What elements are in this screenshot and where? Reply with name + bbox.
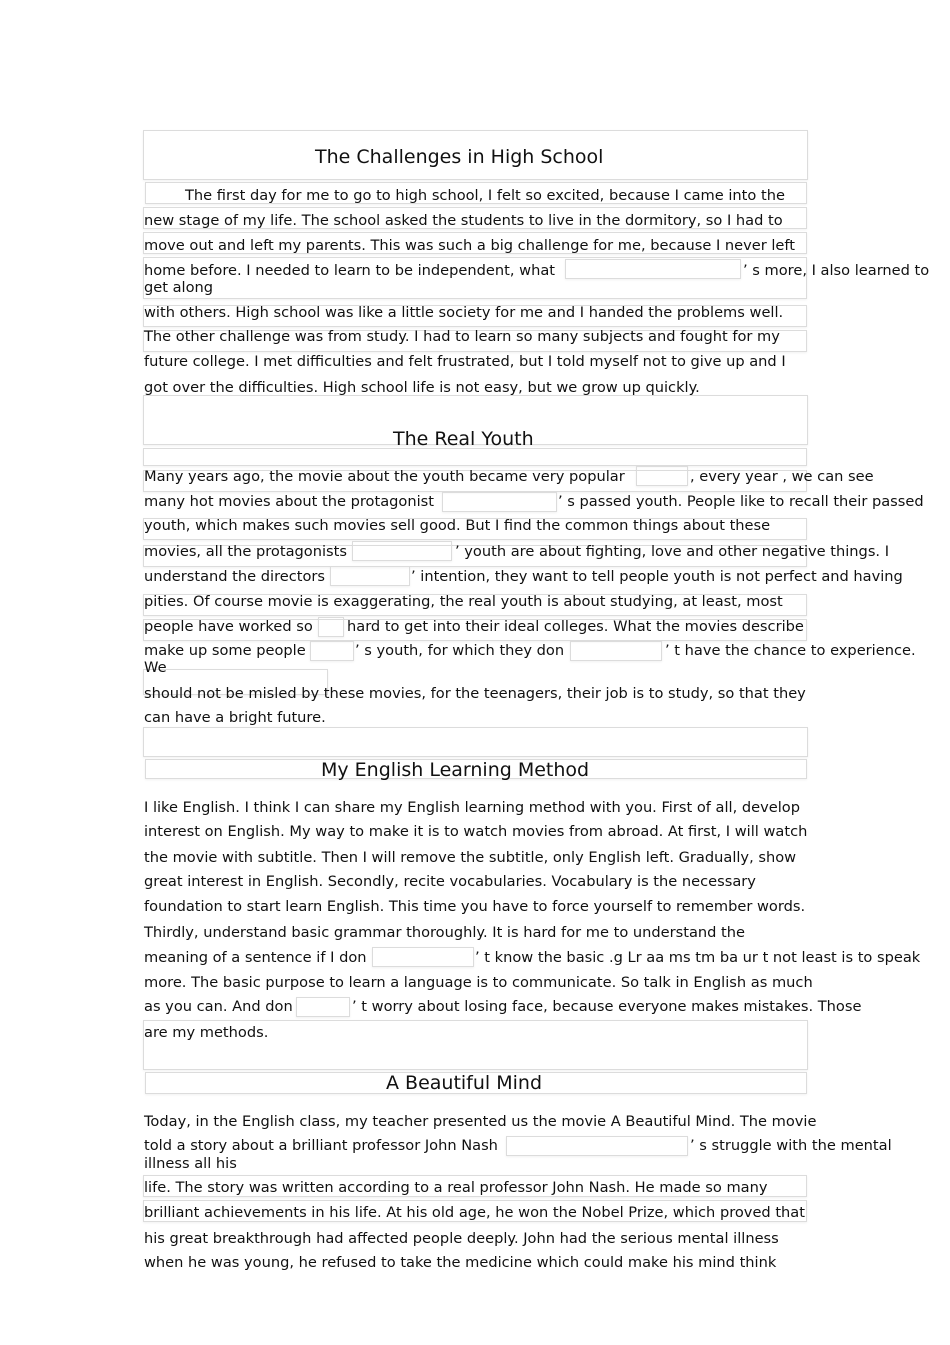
paragraph-line: many hot movies about the protagonist [144, 493, 434, 510]
paragraph-line: movies, all the protagonists [144, 543, 347, 560]
paragraph-line: move out and left my parents. This was such a big challenge for me, because I never left [144, 237, 796, 254]
section-title: A Beautiful Mind [386, 1072, 542, 1094]
gap-box [372, 947, 474, 967]
gap-box [352, 541, 452, 561]
paragraph-line: youth, which makes such movies sell good. But I find the common things about these [144, 517, 771, 534]
paragraph-line: should not be misled by these movies, for the teenagers, their job is to study, so that they [144, 685, 806, 702]
paragraph-line: pities. Of course movie is exaggerating, the real youth is about studying, at least, most [144, 593, 783, 610]
gap-box [296, 997, 350, 1017]
gap-box [570, 641, 662, 661]
section-title: My English Learning Method [321, 759, 590, 781]
paragraph-line: people have worked so [144, 618, 313, 635]
paragraph-fragment: hard to get into their ideal colleges. What the movies describe [347, 618, 804, 635]
gap-box [636, 466, 688, 486]
paragraph-fragment: ’ intention, they want to tell people youth is not perfect and having [411, 568, 903, 585]
gap-box [442, 492, 557, 512]
paragraph-line: The other challenge was from study. I had to learn so many subjects and fought for my [144, 328, 780, 345]
paragraph-fragment: ’ t have the chance to experience. [665, 642, 916, 659]
paragraph-line: his great breakthrough had affected people deeply. John had the serious mental illness [144, 1230, 779, 1247]
paragraph-line: get along [144, 279, 214, 296]
paragraph-line: home before. I needed to learn to be independent, what [144, 262, 555, 279]
paragraph-line: great interest in English. Secondly, recite vocabularies. Vocabulary is the necessary [144, 873, 756, 890]
paragraph-line: life. The story was written according to a real professor John Nash. He made so many [144, 1179, 768, 1196]
paragraph-fragment: ’ s struggle with the mental [690, 1137, 892, 1154]
frame-title-3 [143, 727, 808, 757]
paragraph-line: are my methods. [144, 1024, 269, 1041]
paragraph-fragment: ’ s youth, for which they don [355, 642, 565, 659]
paragraph-line: the movie with subtitle. Then I will remove the subtitle, only English left. Gradually, show [144, 849, 797, 866]
paragraph-line: brilliant achievements in his life. At his old age, he won the Nobel Prize, which proved that [144, 1204, 805, 1221]
paragraph-line: as you can. And don [144, 998, 293, 1015]
paragraph-line: told a story about a brilliant professor John Nash [144, 1137, 498, 1154]
gap-box [565, 259, 741, 279]
paragraph-line: got over the difficulties. High school life is not easy, but we grow up quickly. [144, 379, 700, 396]
paragraph-fragment: ’ youth are about fighting, love and other negative things. I [455, 543, 890, 560]
paragraph-line: Today, in the English class, my teacher presented us the movie A Beautiful Mind. The movie [144, 1113, 817, 1130]
paragraph-line: Thirdly, understand basic grammar thoroughly. It is hard for me to understand the [144, 924, 746, 941]
gap-box [310, 641, 354, 661]
paragraph-fragment: , every year , we can see [690, 468, 874, 485]
paragraph-line: illness all his [144, 1155, 237, 1172]
paragraph-line: understand the directors [144, 568, 326, 585]
paragraph-line: meaning of a sentence if I don [144, 949, 367, 966]
paragraph-line: Many years ago, the movie about the youth became very popular [144, 468, 625, 485]
paragraph-line: new stage of my life. The school asked the students to live in the dormitory, so I had to [144, 212, 783, 229]
frame-line-7 [143, 448, 807, 466]
paragraph-line: make up some people [144, 642, 306, 659]
paragraph-line: I like English. I think I can share my English learning method with you. First of all, develop [144, 799, 800, 816]
section-title: The Challenges in High School [315, 146, 604, 168]
paragraph-fragment: ’ t worry about losing face, because everyone makes mistakes. Those [352, 998, 862, 1015]
gap-box [506, 1136, 688, 1156]
paragraph-line: with others. High school was like a little society for me and I handed the problems well. [144, 304, 784, 321]
paragraph-line: more. The basic purpose to learn a language is to communicate. So talk in English as much [144, 974, 813, 991]
gap-box [318, 617, 344, 637]
paragraph-line: We [144, 659, 167, 676]
paragraph-line: foundation to start learn English. This time you have to force yourself to remember words. [144, 898, 806, 915]
paragraph-fragment: ’ s more, I also learned to [743, 262, 930, 279]
paragraph-line: The first day for me to go to high school, I felt so excited, because I came into the [185, 187, 785, 204]
paragraph-line: when he was young, he refused to take the medicine which could make his mind think [144, 1254, 777, 1271]
paragraph-fragment: ’ t know the basic .g Lr aa ms tm ba ur t not least is to speak [475, 949, 921, 966]
paragraph-fragment: ’ s passed youth. People like to recall their passed [558, 493, 924, 510]
paragraph-line: future college. I met difficulties and felt frustrated, but I told myself not to give up and I [144, 353, 786, 370]
paragraph-line: can have a bright future. [144, 709, 326, 726]
section-title: The Real Youth [393, 428, 534, 450]
gap-box [330, 566, 410, 586]
paragraph-line: interest on English. My way to make it is to watch movies from abroad. At first, I will watch [144, 823, 808, 840]
